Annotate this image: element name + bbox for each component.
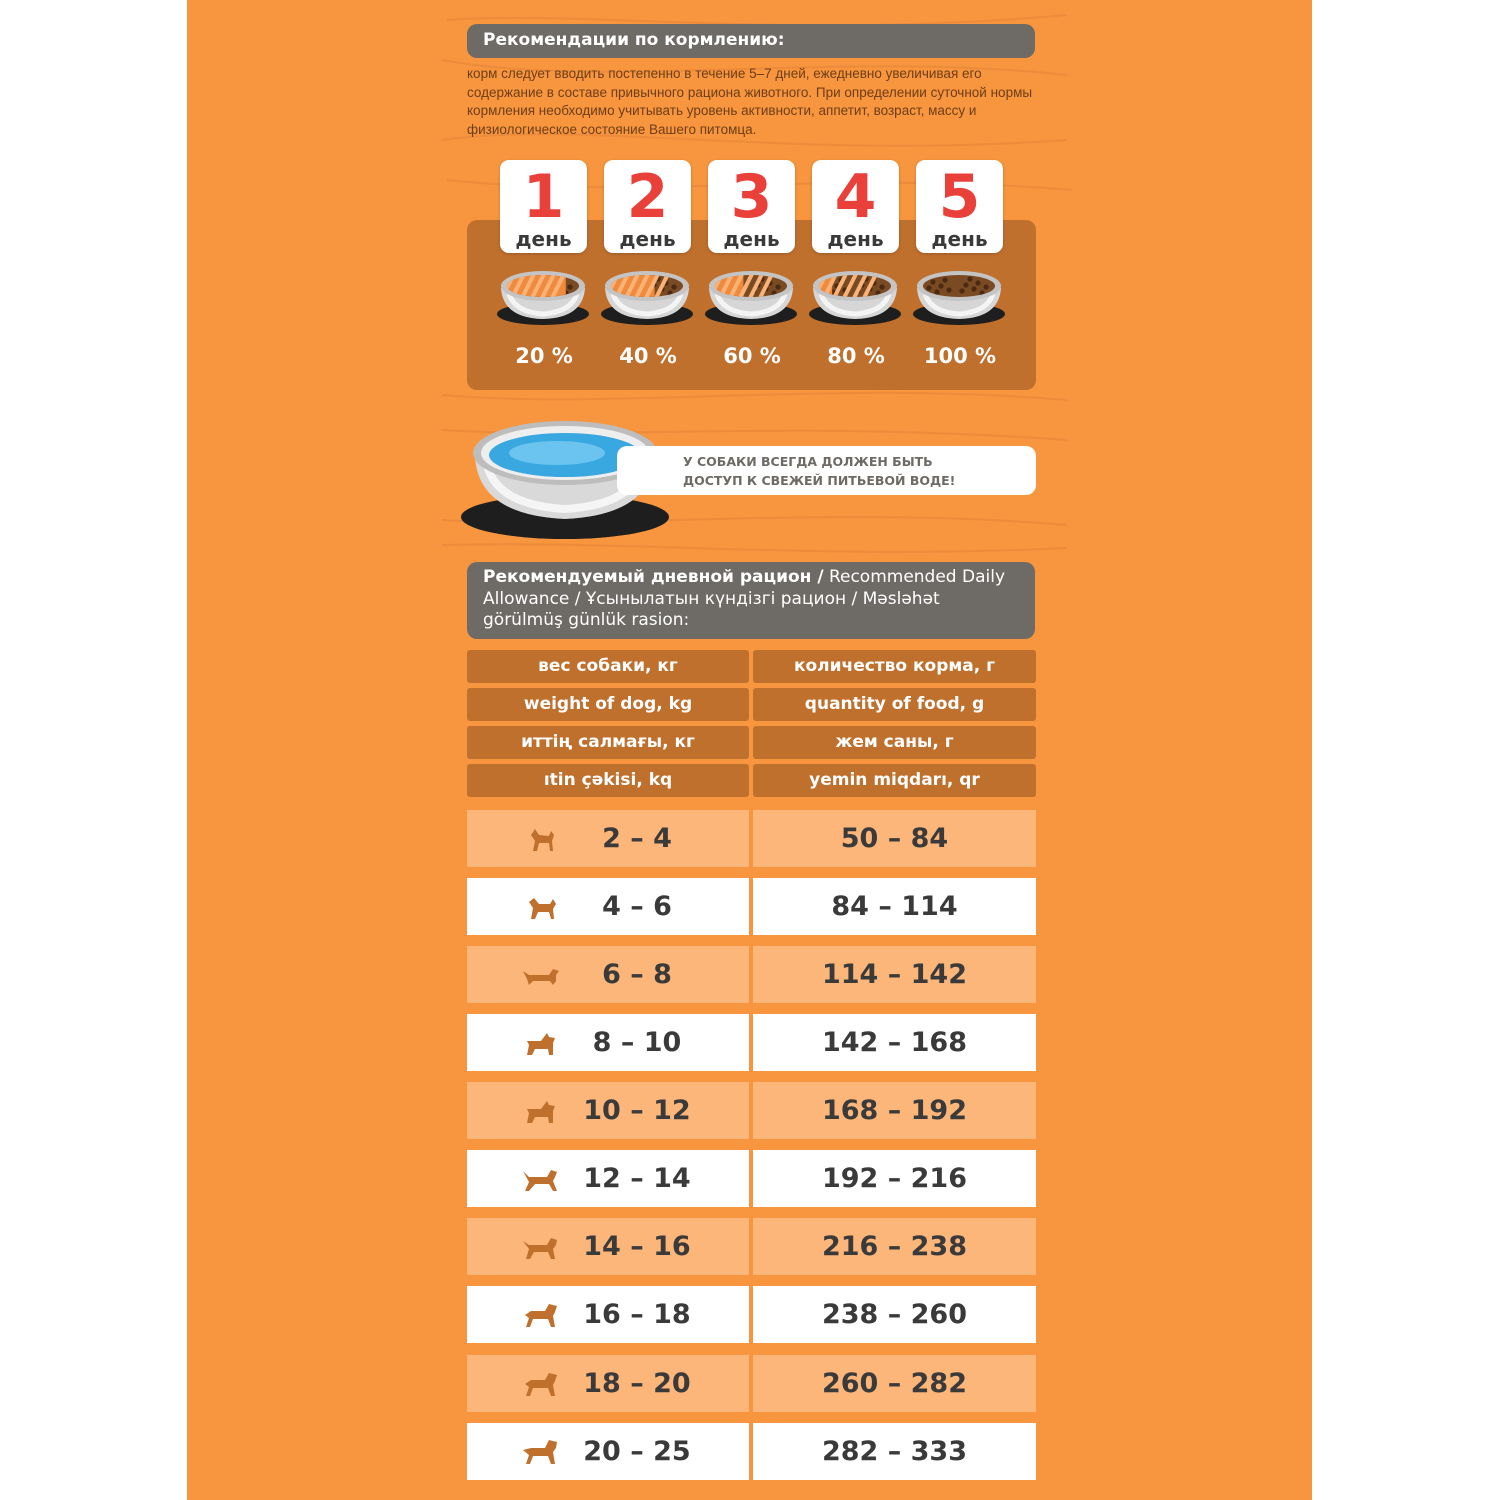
food-quantity-range: 260 – 282	[753, 1355, 1036, 1412]
table-row-weight-cell	[467, 878, 749, 935]
weight-range: 12 – 14	[583, 1163, 691, 1194]
food-bowl-icon	[703, 262, 799, 328]
food-quantity-range: 84 – 114	[753, 878, 1036, 935]
water-note-line1: У СОБАКИ ВСЕГДА ДОЛЖЕН БЫТЬ	[683, 454, 933, 469]
header-food-quantity: количество корма, г	[753, 650, 1036, 683]
day-number: 4	[834, 162, 877, 232]
day-percentage: 40 %	[619, 344, 677, 368]
table-row-weight-cell	[467, 1082, 749, 1139]
header-weight: ıtin çəkisi, kq	[467, 764, 749, 797]
food-bowl-icon	[911, 262, 1007, 328]
daily-allowance-title	[467, 562, 1035, 639]
day-card-5	[916, 160, 1003, 253]
dog-silhouette-icon	[519, 1370, 561, 1398]
table-row-weight-cell	[467, 1150, 749, 1207]
food-quantity-range: 142 – 168	[753, 1014, 1036, 1071]
day-card-3	[708, 160, 795, 253]
day-label: день	[619, 227, 676, 251]
header-food-quantity: yemin miqdarı, qr	[753, 764, 1036, 797]
weight-range: 6 – 8	[602, 959, 672, 990]
table-row-weight-cell	[467, 946, 749, 1003]
weight-range: 16 – 18	[583, 1299, 691, 1330]
food-quantity-range: 238 – 260	[753, 1286, 1036, 1343]
dog-silhouette-icon	[519, 1165, 561, 1193]
header-weight: вес собаки, кг	[467, 650, 749, 683]
day-label: день	[931, 227, 988, 251]
day-number: 2	[626, 162, 669, 232]
food-quantity-range: 192 – 216	[753, 1150, 1036, 1207]
day-percentage: 20 %	[515, 344, 573, 368]
dog-silhouette-icon	[519, 893, 561, 921]
day-percentage: 80 %	[827, 344, 885, 368]
weight-range: 8 – 10	[592, 1027, 682, 1058]
day-card-2	[604, 160, 691, 253]
dog-silhouette-icon	[519, 1029, 561, 1057]
header-weight: weight of dog, kg	[467, 688, 749, 721]
weight-range: 18 – 20	[583, 1368, 691, 1399]
day-label: день	[827, 227, 884, 251]
weight-range: 4 – 6	[602, 891, 672, 922]
food-quantity-range: 168 – 192	[753, 1082, 1036, 1139]
table-row-weight-cell	[467, 1355, 749, 1412]
dog-silhouette-icon	[519, 1233, 561, 1261]
daily-allowance-title-bold: Рекомендуемый дневной рацион /	[483, 567, 824, 587]
feeding-instructions: корм следует вводить постепенно в течение 5–7 дней, ежедневно увеличивая его содержание в составе привычного рациона животного. При определении суточной нормы кормления необходимо учитывать уровень активности, аппетит, возраст, массу и физиологическое состояние Вашего питомца.	[467, 66, 1033, 137]
dog-silhouette-icon	[519, 1097, 561, 1125]
header-weight: иттің салмағы, кг	[467, 726, 749, 759]
day-number: 1	[522, 162, 565, 232]
weight-range: 2 – 4	[602, 823, 672, 854]
feeding-title: Рекомендации по кормлению:	[467, 24, 1035, 58]
table-row-weight-cell	[467, 1014, 749, 1071]
food-bowl-icon	[807, 262, 903, 328]
weight-range: 10 – 12	[583, 1095, 691, 1126]
table-row-weight-cell	[467, 1423, 749, 1480]
water-note-line2: ДОСТУП К СВЕЖЕЙ ПИТЬЕВОЙ ВОДЕ!	[683, 473, 956, 488]
feeding-panel	[187, 0, 1312, 1500]
day-percentage: 60 %	[723, 344, 781, 368]
food-quantity-range: 114 – 142	[753, 946, 1036, 1003]
day-number: 3	[730, 162, 773, 232]
dog-silhouette-icon	[519, 1438, 561, 1466]
food-bowl-icon	[495, 262, 591, 328]
weight-range: 14 – 16	[583, 1231, 691, 1262]
header-food-quantity: жем саны, г	[753, 726, 1036, 759]
day-label: день	[723, 227, 780, 251]
day-label: день	[515, 227, 572, 251]
dog-silhouette-icon	[519, 961, 561, 989]
table-row-weight-cell	[467, 810, 749, 867]
food-quantity-range: 216 – 238	[753, 1218, 1036, 1275]
header-food-quantity: quantity of food, g	[753, 688, 1036, 721]
dog-silhouette-icon	[519, 1301, 561, 1329]
day-card-4	[812, 160, 899, 253]
table-row-weight-cell	[467, 1286, 749, 1343]
day-card-1	[500, 160, 587, 253]
day-percentage: 100 %	[923, 344, 997, 368]
food-quantity-range: 282 – 333	[753, 1423, 1036, 1480]
food-bowl-icon	[599, 262, 695, 328]
water-note	[683, 452, 1023, 490]
day-number: 5	[938, 162, 981, 232]
table-row-weight-cell	[467, 1218, 749, 1275]
dog-silhouette-icon	[519, 825, 561, 853]
food-quantity-range: 50 – 84	[753, 810, 1036, 867]
daily-allowance-title-rest: Recommended Daily Allowance / Ұсынылатын күндізгі рацион / Məsləhət görülmüş günlük rasion:	[483, 567, 1006, 630]
weight-range: 20 – 25	[583, 1436, 691, 1467]
